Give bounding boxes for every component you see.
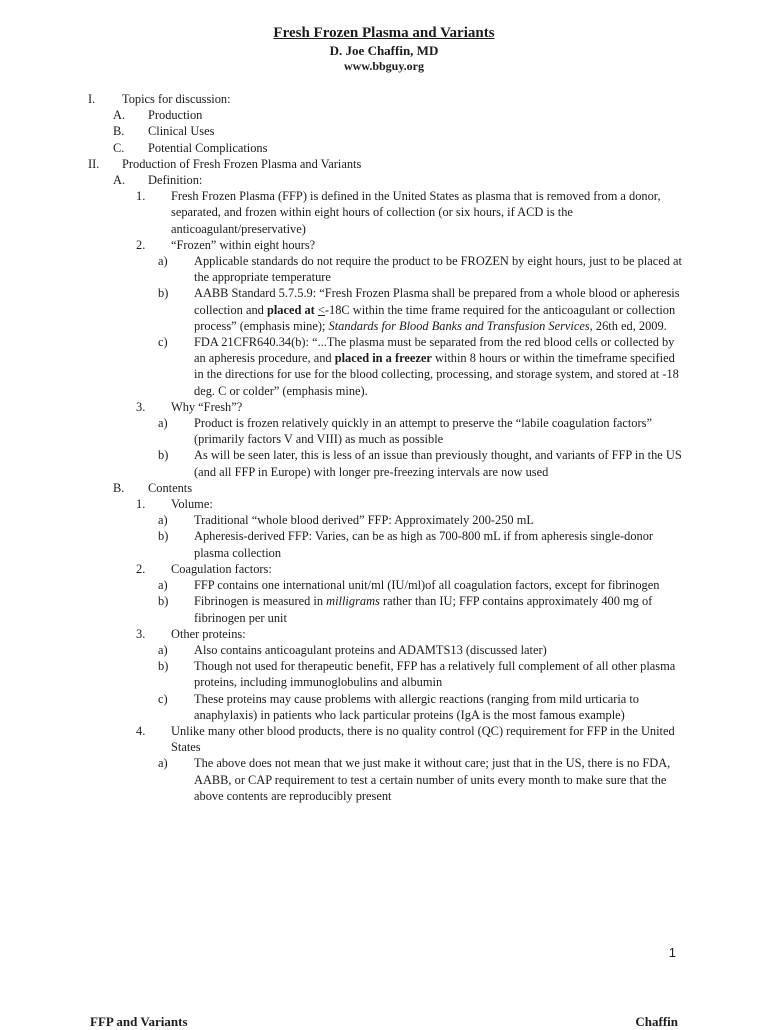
outline-item <box>0 107 768 123</box>
outline-marker: A. <box>113 173 126 188</box>
outline-marker: 3. <box>136 399 146 414</box>
outline-item <box>0 593 768 625</box>
outline-text: Though not used for therapeutic benefit, FFP has a relatively full complement of all other plasma proteins, including immunoglobulins and albumin <box>194 659 676 690</box>
outline-marker: b) <box>158 659 169 674</box>
outline-item <box>0 691 768 723</box>
outline-text: “Frozen” within eight hours? <box>171 237 316 252</box>
outline-text: Why “Fresh”? <box>171 399 243 414</box>
outline-item <box>0 253 768 285</box>
outline-item <box>0 496 768 512</box>
outline-text: Production of Fresh Frozen Plasma and Variants <box>122 156 362 171</box>
outline-item <box>0 561 768 577</box>
outline-item <box>0 755 768 804</box>
outline-item <box>0 334 768 399</box>
outline-item <box>0 123 768 139</box>
outline-marker: I. <box>88 92 96 106</box>
outline-text: Volume: <box>171 497 213 512</box>
outline-item <box>0 237 768 253</box>
outline-text: Fibrinogen is measured in milligrams rather than IU; FFP contains approximately 400 mg of fibrinogen per unit <box>194 594 653 625</box>
outline-item <box>0 91 768 107</box>
outline-item <box>0 399 768 415</box>
outline-text: Topics for discussion: <box>122 92 231 106</box>
outline-text: Production <box>148 108 203 123</box>
outline-text: Coagulation factors: <box>171 561 272 576</box>
outline-text: FFP contains one international unit/ml (IU/ml)of all coagulation factors, except for fibrinogen <box>194 578 660 593</box>
outline-text: Applicable standards do not require the product to be FROZEN by eight hours, just to be placed at the appropriate temperature <box>194 254 682 285</box>
outline-item <box>0 172 768 188</box>
outline-marker: A. <box>113 108 126 123</box>
outline-item <box>0 723 768 755</box>
outline-marker: a) <box>158 254 168 269</box>
outline-text: Other proteins: <box>171 626 246 641</box>
outline-marker: b) <box>158 448 169 463</box>
footer-left: FFP and Variants <box>90 1014 188 1029</box>
outline-item <box>0 658 768 690</box>
outline-marker: c) <box>158 335 168 350</box>
outline-text: Product is frozen relatively quickly in an attempt to preserve the “labile coagulation factors” (primarily factors V and VIII) as much as possible <box>194 416 652 447</box>
outline-text: Potential Complications <box>148 140 268 155</box>
outline-marker: 3. <box>136 626 146 641</box>
outline-item <box>0 626 768 642</box>
outline-item <box>0 480 768 496</box>
outline-marker: 1. <box>136 497 146 512</box>
outline-marker: a) <box>158 513 168 528</box>
document-title: Fresh Frozen Plasma and Variants <box>273 25 495 41</box>
outline-text: These proteins may cause problems with allergic reactions (ranging from mild urticaria to anaphylaxis) in patients who lack particular proteins (IgA is the most famous example) <box>194 691 640 722</box>
outline-marker: b) <box>158 594 169 609</box>
outline-item <box>0 188 768 237</box>
outline-text: Contents <box>148 480 193 495</box>
document-header <box>0 24 768 74</box>
outline-text: Clinical Uses <box>148 124 215 139</box>
outline-text: Fresh Frozen Plasma (FFP) is defined in the United States as plasma that is removed from a donor, separated, and frozen within eight hours of collection (or six hours, if ACD is the anticoagulant/preservative) <box>171 189 661 236</box>
outline-text: FDA 21CFR640.34(b): “...The plasma must be separated from the red blood cells or collected by an apheresis procedure, and placed in a freezer within 8 hours or within the timeframe specified in the directions for use for the blood collecting, processing, and storage system, and stored at -18 deg. C or colder” (emphasis mine). <box>194 335 679 398</box>
outline-text: As will be seen later, this is less of an issue than previously thought, and variants of FFP in the US (and all FFP in Europe) with longer pre-freezing intervals are now used <box>194 448 682 479</box>
outline-marker: a) <box>158 756 168 771</box>
outline-item <box>0 140 768 156</box>
outline-marker: B. <box>113 124 125 139</box>
outline-item <box>0 642 768 658</box>
outline-item <box>0 512 768 528</box>
outline-item <box>0 577 768 593</box>
outline <box>0 91 768 804</box>
outline-marker: b) <box>158 286 169 301</box>
document-author: D. Joe Chaffin, MD <box>329 43 439 58</box>
outline-text: Apheresis-derived FFP: Varies, can be as high as 700-800 mL if from apheresis single-donor plasma collection <box>194 529 654 560</box>
outline-item <box>0 156 768 172</box>
outline-item <box>0 528 768 560</box>
outline-marker: a) <box>158 642 168 657</box>
outline-item <box>0 415 768 447</box>
outline-text: Traditional “whole blood derived” FFP: Approximately 200-250 mL <box>194 513 534 528</box>
outline-marker: C. <box>113 140 125 155</box>
outline-marker: 2. <box>136 561 146 576</box>
outline-text: AABB Standard 5.7.5.9: “Fresh Frozen Plasma shall be prepared from a whole blood or apheresis collection and placed at <-18C within the time frame required for the anticoagulant or collection process” (emphasis mine); Standards for Blood Banks and Transfusion Services, 26th ed, 2009. <box>194 286 680 333</box>
outline-marker: 4. <box>136 723 146 738</box>
footer-right: Chaffin <box>635 1014 678 1029</box>
outline-item <box>0 285 768 334</box>
outline-marker: 1. <box>136 189 146 204</box>
outline-marker: a) <box>158 416 168 431</box>
page-number: 1 <box>668 945 676 960</box>
outline-marker: c) <box>158 691 168 706</box>
outline-text: The above does not mean that we just make it without care; just that in the US, there is no FDA, AABB, or CAP requirement to test a certain number of units every month to make sure that the above contents are reproducibly present <box>194 756 671 803</box>
outline-marker: 2. <box>136 237 146 252</box>
outline-marker: b) <box>158 529 169 544</box>
outline-marker: a) <box>158 578 168 593</box>
outline-text: Also contains anticoagulant proteins and ADAMTS13 (discussed later) <box>194 642 547 657</box>
outline-item <box>0 447 768 479</box>
outline-marker: B. <box>113 480 125 495</box>
outline-text: Unlike many other blood products, there is no quality control (QC) requirement for FFP in the United States <box>171 723 675 755</box>
outline-marker: II. <box>88 156 100 171</box>
outline-text: Definition: <box>148 173 203 188</box>
document-website: www.bbguy.org <box>343 59 425 73</box>
